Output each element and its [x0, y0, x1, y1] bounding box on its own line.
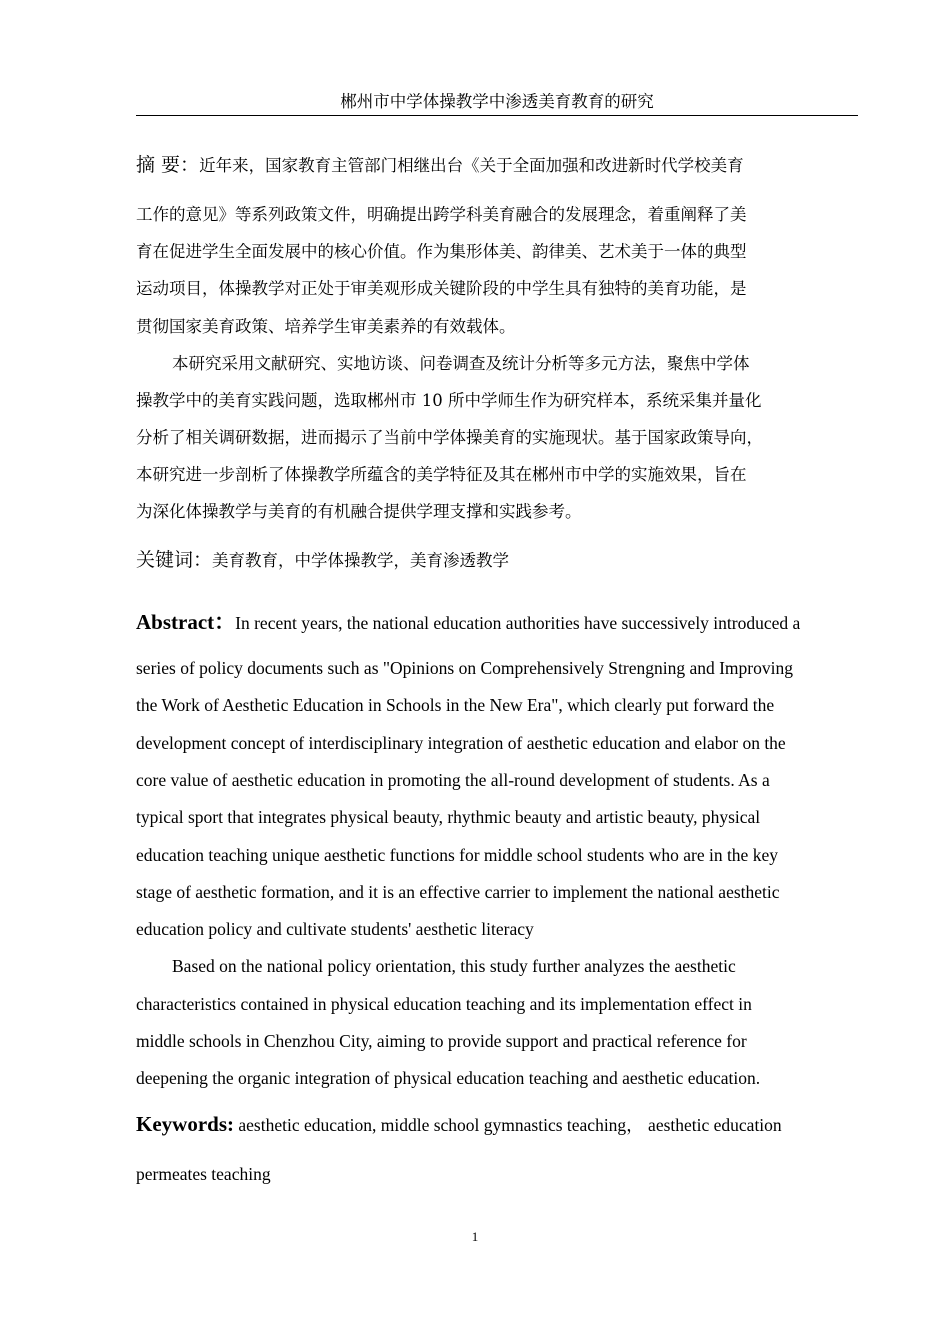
abstract-zh-first-line — [136, 150, 744, 177]
abstract-zh-line: 为深化体操教学与美育的有机融合提供学理支撑和实践参考。 — [136, 502, 582, 521]
abstract-en-label: Abstract — [136, 610, 215, 634]
abstract-en-line: deepening the organic integration of physical education teaching and aesthetic education. — [136, 1068, 761, 1088]
abstract-en-first-line — [136, 606, 800, 636]
abstract-zh-line: 工作的意见》等系列政策文件，明确提出跨学科美育融合的发展理念，着重阐释了美 — [136, 205, 747, 224]
abstract-en-line: In recent years, the national education authorities have successively introduced a — [235, 613, 801, 633]
abstract-en-colon: ： — [214, 610, 236, 634]
keywords-en-text-cont: permeates teaching — [136, 1164, 271, 1184]
abstract-zh-line: 运动项目，体操教学对正处于审美观形成关键阶段的中学生具有独特的美育功能，是 — [136, 279, 747, 298]
keywords-zh-label: 关键词 — [136, 549, 194, 571]
abstract-zh-line: 本研究进一步剖析了体操教学所蕴含的美学特征及其在郴州市中学的实施效果，旨在 — [136, 465, 747, 484]
keywords-en-label: Keywords: — [136, 1112, 234, 1136]
abstract-en-line: core value of aesthetic education in promoting the all-round development of students. As a — [136, 770, 770, 790]
keywords-en-text: aesthetic education, middle school gymnastics teaching， aesthetic education — [238, 1115, 782, 1135]
abstract-zh-line: 操教学中的美育实践问题，选取郴州市 10 所中学师生作为研究样本，系统采集并量化 — [136, 391, 762, 410]
abstract-en-line: development concept of interdisciplinary integration of aesthetic education and elabor on the — [136, 733, 786, 753]
abstract-zh-label: 摘 要 — [136, 154, 181, 176]
abstract-en-line: Based on the national policy orientation, this study further analyzes the aesthetic — [172, 956, 736, 976]
abstract-zh-line: 分析了相关调研数据，进而揭示了当前中学体操美育的实施现状。基于国家政策导向， — [136, 428, 763, 447]
abstract-en-line: education policy and cultivate students' aesthetic literacy — [136, 919, 534, 939]
running-header: 郴州市中学体操教学中渗透美育教育的研究 — [136, 91, 858, 116]
abstract-zh-line: 本研究采用文献研究、实地访谈、问卷调查及统计分析等多元方法，聚焦中学体 — [172, 354, 750, 373]
abstract-en-line: the Work of Aesthetic Education in Schools in the New Era", which clearly put forward the — [136, 695, 775, 715]
abstract-zh-line: 贯彻国家美育政策、培养学生审美素养的有效载体。 — [136, 317, 516, 336]
keywords-zh-text: 美育教育，中学体操教学，美育渗透教学 — [212, 551, 510, 570]
abstract-zh-line: 近年来，国家教育主管部门相继出台《关于全面加强和改进新时代学校美育 — [199, 156, 744, 175]
abstract-en-line: education teaching unique aesthetic functions for middle school students who are in the key — [136, 845, 778, 865]
keywords-zh-colon: ： — [193, 549, 213, 571]
abstract-zh-line: 育在促进学生全面发展中的核心价值。作为集形体美、韵律美、艺术美于一体的典型 — [136, 242, 747, 261]
abstract-en-line: series of policy documents such as "Opinions on Comprehensively Strengning and Improving — [136, 658, 793, 678]
abstract-en-line: middle schools in Chenzhou City, aiming to provide support and practical reference for — [136, 1031, 747, 1051]
abstract-en-line: typical sport that integrates physical beauty, rhythmic beauty and artistic beauty, physical — [136, 807, 761, 827]
abstract-en-line: stage of aesthetic formation, and it is an effective carrier to implement the national aesthetic — [136, 882, 780, 902]
abstract-en-line: characteristics contained in physical education teaching and its implementation effect in — [136, 994, 752, 1014]
page-number: 1 — [471, 1229, 479, 1244]
abstract-zh-colon: ： — [180, 154, 200, 176]
